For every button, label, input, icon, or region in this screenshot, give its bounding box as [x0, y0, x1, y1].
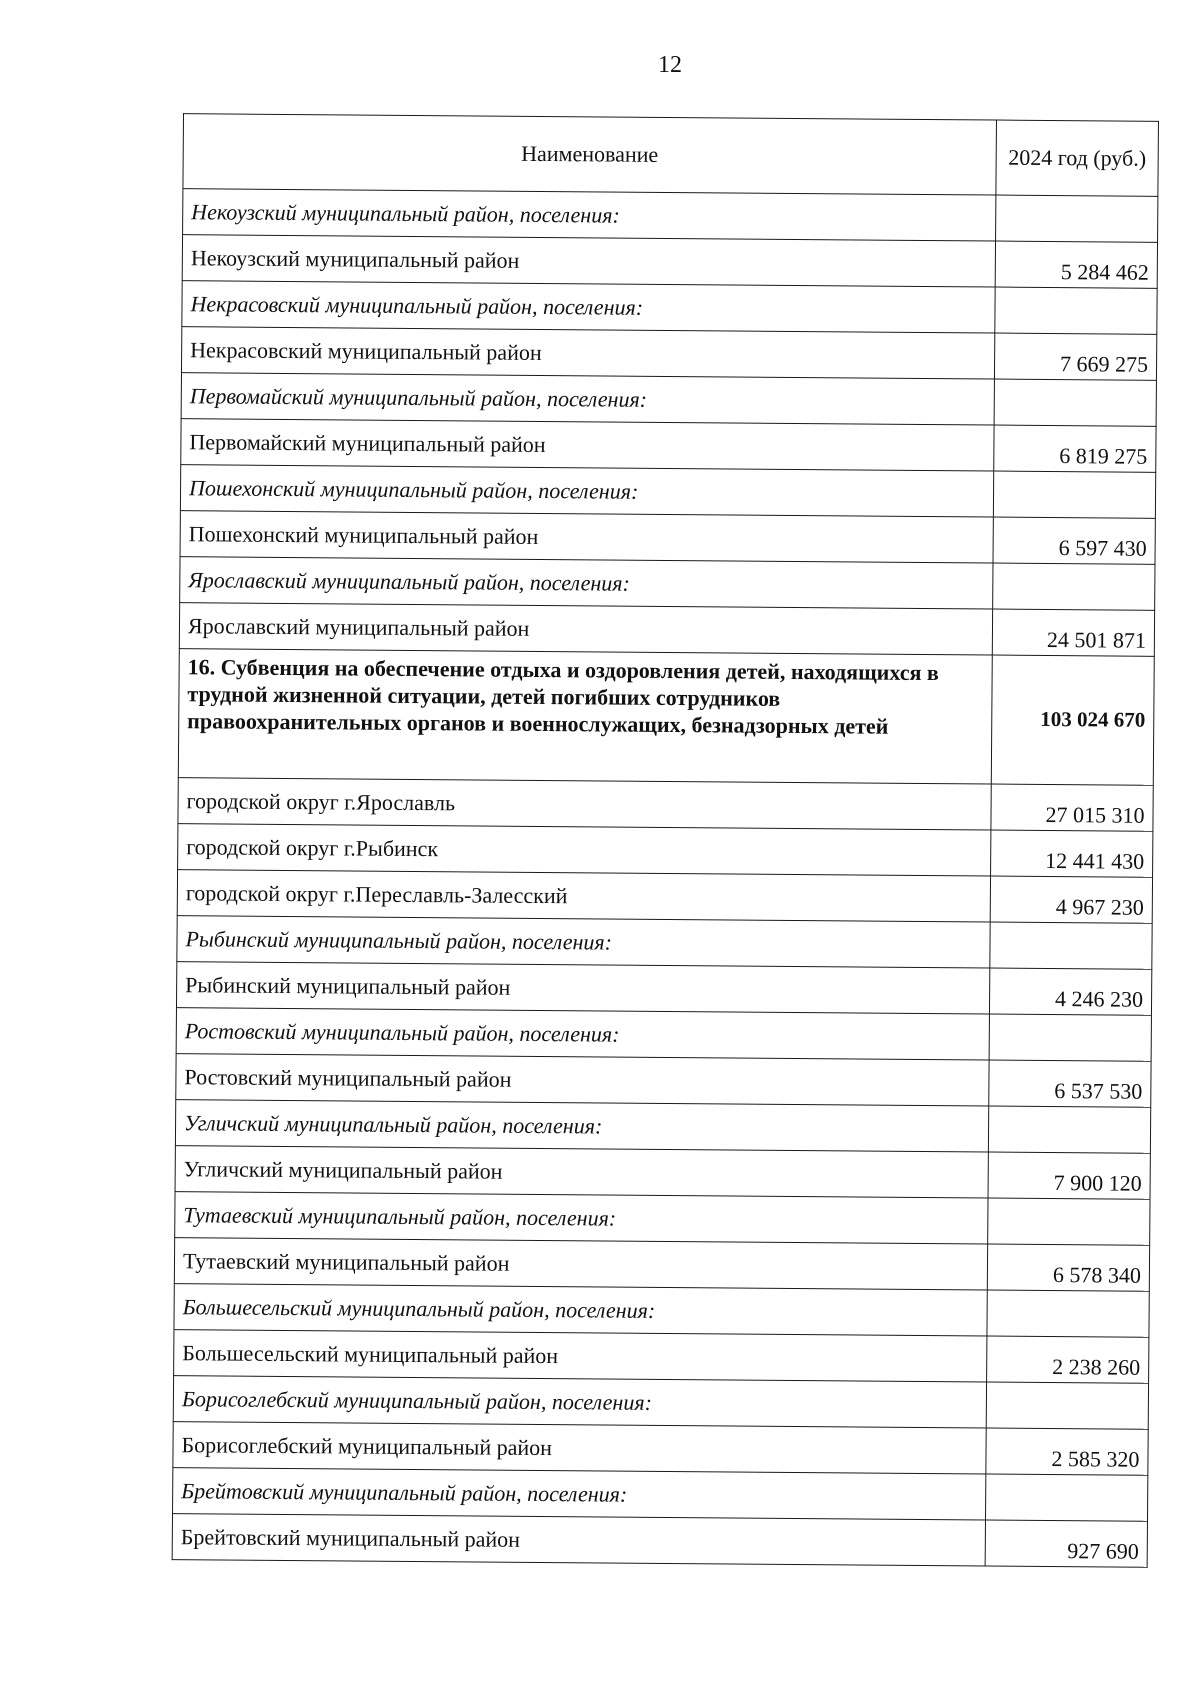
row-value-cell — [990, 922, 1152, 969]
row-name-cell: Брейтовский муниципальный район, поселения: — [173, 1468, 986, 1520]
row-value-cell: 12 441 430 — [991, 830, 1153, 877]
row-value-cell: 6 578 340 — [987, 1244, 1149, 1291]
row-name-cell: Некоузский муниципальный район, поселения: — [183, 189, 996, 241]
row-value-cell — [996, 195, 1158, 242]
row-name-cell: Угличский муниципальный район — [175, 1146, 988, 1198]
table-row — [174, 1238, 1149, 1292]
row-name-cell: Брейтовский муниципальный район — [172, 1514, 985, 1566]
row-value-cell: 5 284 462 — [995, 241, 1157, 288]
row-name-cell: городской округ г.Переславль-Залесский — [177, 870, 990, 922]
table-group-row — [173, 1376, 1148, 1430]
table-group-row — [173, 1468, 1148, 1522]
row-value-cell: 927 690 — [985, 1520, 1147, 1567]
table-row — [177, 870, 1152, 924]
table-row — [172, 1514, 1147, 1568]
row-value-cell — [985, 1474, 1147, 1521]
page-number: 12 — [658, 52, 682, 78]
row-name-cell: Некрасовский муниципальный район, поселения: — [182, 281, 995, 333]
row-value-cell — [994, 379, 1156, 426]
row-value-cell — [986, 1382, 1148, 1429]
row-name-cell: Тутаевский муниципальный район, поселения: — [175, 1192, 988, 1244]
row-name-cell: Угличский муниципальный район, поселения: — [175, 1100, 988, 1152]
table-group-row — [180, 465, 1155, 519]
table-row — [181, 419, 1156, 473]
row-name-cell: Ярославский муниципальный район — [179, 603, 992, 655]
row-name-cell: Борисоглебский муниципальный район, поселения: — [173, 1376, 986, 1428]
table-row — [178, 824, 1153, 878]
table-body — [172, 189, 1158, 1568]
row-name-cell: городской округ г.Рыбинск — [178, 824, 991, 876]
table-row — [175, 1146, 1150, 1200]
column-header-name: Наименование — [183, 114, 997, 195]
row-name-cell: городской округ г.Ярославль — [178, 778, 991, 830]
row-value-cell: 6 819 275 — [994, 425, 1156, 472]
column-header-year: 2024 год (руб.) — [996, 120, 1159, 196]
row-name-cell: Некрасовский муниципальный район — [181, 327, 994, 379]
table-row — [180, 511, 1155, 565]
table-row — [178, 778, 1153, 832]
table-row — [173, 1422, 1148, 1476]
row-value-cell: 4 967 230 — [990, 876, 1152, 923]
row-value-cell: 6 537 530 — [989, 1060, 1151, 1107]
row-name-cell: Первомайский муниципальный район, поселения: — [181, 373, 994, 425]
table-section-row — [178, 649, 1154, 786]
row-value-cell: 7 669 275 — [994, 333, 1156, 380]
table-group-row — [175, 1192, 1150, 1246]
table-row — [182, 235, 1157, 289]
table-group-row — [176, 1008, 1151, 1062]
row-name-cell: Ярославский муниципальный район, поселения: — [180, 557, 993, 609]
row-value-cell — [995, 287, 1157, 334]
table-group-row — [175, 1100, 1150, 1154]
table-header-row — [183, 114, 1159, 197]
row-value-cell — [993, 471, 1155, 518]
row-name-cell: Рыбинский муниципальный район — [176, 962, 989, 1014]
row-value-cell: 6 597 430 — [993, 517, 1155, 564]
row-name-cell: Некоузский муниципальный район — [182, 235, 995, 287]
row-value-cell — [993, 563, 1155, 610]
row-name-cell: Пошехонский муниципальный район, поселения: — [180, 465, 993, 517]
row-name-cell: Борисоглебский муниципальный район — [173, 1422, 986, 1474]
row-name-cell: Ростовский муниципальный район — [176, 1054, 989, 1106]
table-group-row — [181, 373, 1156, 427]
row-name-cell: Ростовский муниципальный район, поселения: — [176, 1008, 989, 1060]
row-name-cell: Большесельский муниципальный район, поселения: — [174, 1284, 987, 1336]
row-name-cell: Рыбинский муниципальный район, поселения: — [177, 916, 990, 968]
table-row — [174, 1330, 1149, 1384]
row-value-cell: 7 900 120 — [988, 1152, 1150, 1199]
row-value-cell: 27 015 310 — [991, 784, 1153, 831]
row-name-cell: 16. Субвенция на обеспечение отдыха и оздоровления детей, находящихся в трудной жизненной ситуации, детей погибших сотрудников правоохранительных органов и военнослужащих, безнадзорных детей — [178, 649, 992, 784]
row-name-cell: Тутаевский муниципальный район — [174, 1238, 987, 1290]
table-group-row — [182, 281, 1157, 335]
table-row — [179, 603, 1154, 657]
table-row — [181, 327, 1156, 381]
row-value-cell: 103 024 670 — [991, 655, 1154, 785]
row-name-cell: Большесельский муниципальный район — [174, 1330, 987, 1382]
budget-table — [172, 113, 1159, 1568]
row-name-cell: Пошехонский муниципальный район — [180, 511, 993, 563]
table-group-row — [183, 189, 1158, 243]
table-row — [176, 1054, 1151, 1108]
table-group-row — [177, 916, 1152, 970]
row-value-cell — [988, 1106, 1150, 1153]
row-value-cell: 2 238 260 — [987, 1336, 1149, 1383]
table-row — [176, 962, 1151, 1016]
row-value-cell: 24 501 871 — [992, 609, 1154, 656]
row-value-cell: 4 246 230 — [989, 968, 1151, 1015]
row-name-cell: Первомайский муниципальный район — [181, 419, 994, 471]
row-value-cell: 2 585 320 — [986, 1428, 1148, 1475]
table-group-row — [174, 1284, 1149, 1338]
row-value-cell — [988, 1198, 1150, 1245]
row-value-cell — [989, 1014, 1151, 1061]
table-group-row — [180, 557, 1155, 611]
row-value-cell — [987, 1290, 1149, 1337]
